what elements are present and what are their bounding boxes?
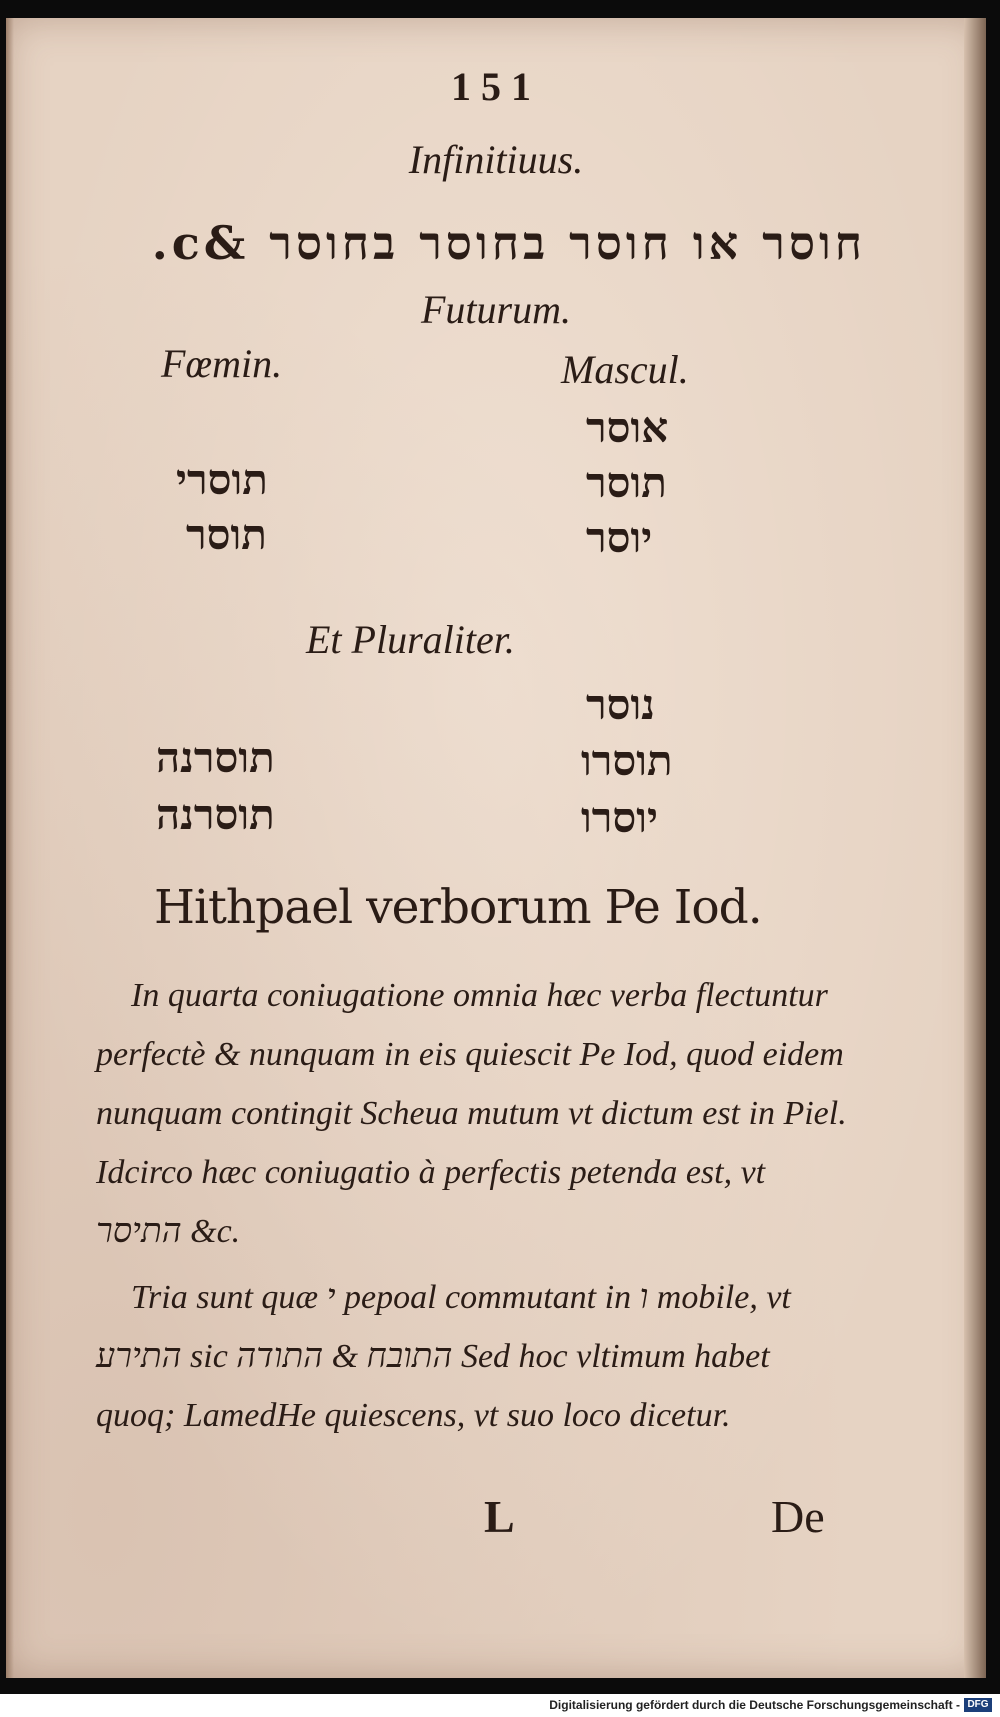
page-edge-right xyxy=(964,18,986,1678)
plural-fem-2: תוסרנה xyxy=(156,733,275,782)
masculine-label: Mascul. xyxy=(561,347,689,392)
plural-heading: Et Pluraliter. xyxy=(306,617,515,662)
plural-masc-3: יוסרו xyxy=(581,793,659,842)
infinitive-hebrew-line: חוסר או חוסר בחוסר בחוסר &c. xyxy=(151,216,866,270)
singular-fem-3: תוסר xyxy=(186,510,267,559)
singular-masc-1: אוסר xyxy=(586,403,669,452)
singular-masc-3: יוסר xyxy=(586,513,653,562)
paragraph-2: Tria sunt quæ י pepoal commutant in ו mobile, vt התירע sic התובח & התודה Sed hoc vltimum habet quoq; LamedHe quiescens, vt suo loco dicetur. xyxy=(96,1279,791,1434)
book-page xyxy=(6,18,986,1678)
singular-fem-2: תוסרי xyxy=(176,455,268,504)
singular-masc-2: תוסר xyxy=(586,458,667,507)
page-edge-left xyxy=(6,18,14,1678)
section-title: Hithpael verborum Pe Iod. xyxy=(154,880,762,935)
paragraph-1: In quarta coniugatione omnia hæc verba flectuntur perfectè & nunquam in eis quiescit Pe Iod, quod eidem nunquam contingit Scheua mutum vt dictum est in Piel. Idcirco hæc coniugatio à perfectis petenda est, vt התיסר &c. xyxy=(96,977,847,1250)
footer-credit: Digitalisierung gefördert durch die Deutsche Forschungsgemeinschaft - xyxy=(549,1698,960,1712)
infinitive-heading: Infinitiuus. xyxy=(408,137,584,182)
plural-fem-3: תוסרנה xyxy=(156,790,275,839)
signature-mark: L xyxy=(484,1491,515,1542)
catchword: De xyxy=(771,1491,825,1542)
page-number: 151 xyxy=(451,64,541,109)
future-heading: Futurum. xyxy=(421,287,571,332)
plural-masc-1: נוסר xyxy=(586,680,655,729)
plural-masc-2: תוסרו xyxy=(581,736,673,785)
dfg-logo: DFG xyxy=(964,1698,992,1712)
feminine-label: Fœmin. xyxy=(161,341,283,386)
